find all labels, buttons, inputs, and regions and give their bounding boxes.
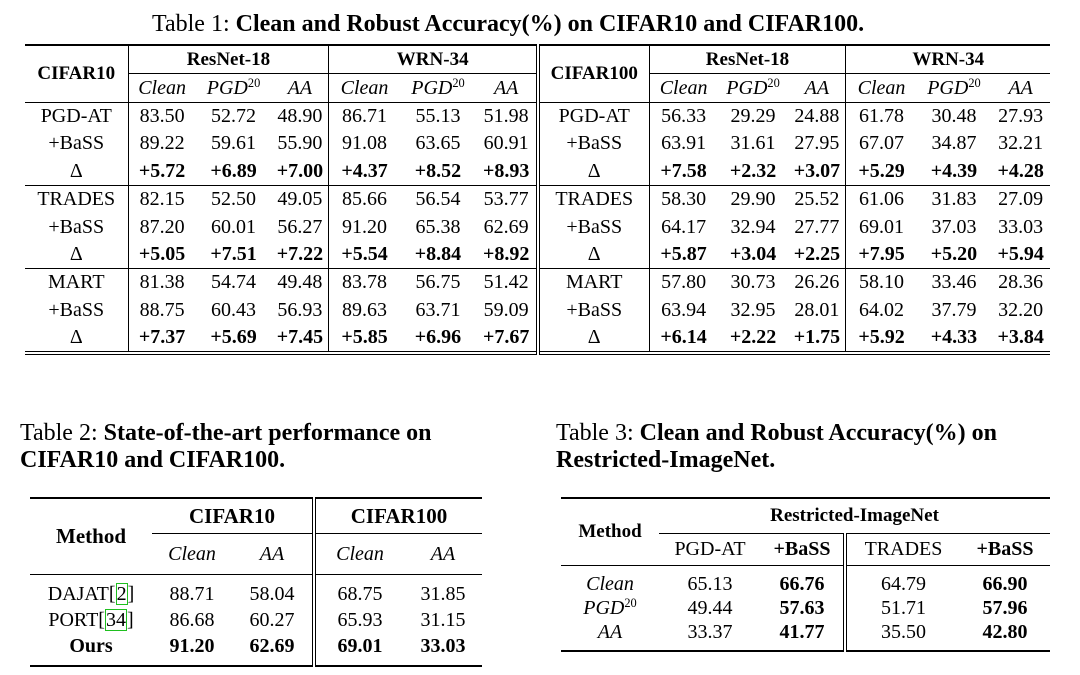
value-cell: 60.91 xyxy=(483,132,529,155)
value-cell: +2.22 xyxy=(729,326,777,349)
method-cell: +BaSS xyxy=(48,215,105,238)
value-cell: 34.87 xyxy=(931,132,977,155)
group-header: CIFAR10 xyxy=(152,498,314,534)
value-cell: 25.52 xyxy=(794,188,840,211)
method-cell: +BaSS xyxy=(48,298,105,321)
table-row xyxy=(30,607,482,633)
value-cell: +5.54 xyxy=(329,241,400,269)
value-cell: 58.04 xyxy=(249,582,295,605)
col-clean: Clean xyxy=(168,542,216,565)
group-header: WRN-34 xyxy=(846,45,1050,74)
value-cell: 69.01 xyxy=(846,213,917,240)
method-cell: Δ xyxy=(538,158,649,186)
method-name: Ours xyxy=(69,634,113,657)
value-cell: 64.17 xyxy=(649,213,718,240)
value-cell: +7.45 xyxy=(276,326,324,349)
value-cell: 49.44 xyxy=(687,596,733,619)
value-cell: 88.71 xyxy=(169,582,215,605)
method-cell: TRADES xyxy=(37,188,116,211)
value-cell: 51.42 xyxy=(483,271,529,294)
col-pgd: PGD xyxy=(726,76,768,99)
value-cell: +5.69 xyxy=(210,326,257,349)
value-cell: 63.71 xyxy=(415,298,461,321)
value-cell: 56.93 xyxy=(277,298,323,321)
group-header: Restricted-ImageNet xyxy=(659,498,1050,534)
value-cell: 60.01 xyxy=(211,215,257,238)
value-cell: 24.88 xyxy=(794,104,840,127)
value-cell: 57.63 xyxy=(779,596,825,619)
value-cell: 32.21 xyxy=(998,132,1044,155)
value-cell: +5.94 xyxy=(991,241,1050,269)
value-cell: 31.15 xyxy=(420,608,466,631)
value-cell: +4.33 xyxy=(930,326,978,349)
value-cell: +4.28 xyxy=(991,158,1050,186)
value-cell: 37.03 xyxy=(931,215,977,238)
metric-sup: 20 xyxy=(624,595,637,610)
value-cell: 83.50 xyxy=(128,102,196,130)
value-cell: 56.54 xyxy=(415,188,461,211)
col-aa: AA xyxy=(1008,76,1033,99)
value-cell: +5.87 xyxy=(649,241,718,269)
value-cell: 48.90 xyxy=(277,104,323,127)
value-cell: 27.93 xyxy=(998,104,1044,127)
value-cell: 35.50 xyxy=(845,620,960,651)
value-cell: +3.07 xyxy=(788,158,846,186)
value-cell: 57.96 xyxy=(982,596,1028,619)
value-cell: +7.37 xyxy=(128,324,196,353)
value-cell: 49.48 xyxy=(277,271,323,294)
col-aa: AA xyxy=(430,542,456,565)
value-cell: +7.58 xyxy=(649,158,718,186)
value-cell: 31.85 xyxy=(420,582,466,605)
value-cell: 65.13 xyxy=(687,572,733,595)
table1-group-header xyxy=(25,45,1050,74)
value-cell: 58.10 xyxy=(846,269,917,297)
method-name: DAJAT xyxy=(47,582,109,605)
table1-body xyxy=(25,102,1050,353)
value-cell: 33.37 xyxy=(687,620,733,643)
metric-cell xyxy=(561,566,659,597)
value-cell: 62.69 xyxy=(483,215,529,238)
col-bass: +BaSS xyxy=(761,534,845,566)
value-cell: 27.77 xyxy=(794,215,840,238)
table-row xyxy=(561,620,1050,651)
col-aa: AA xyxy=(493,76,519,99)
method-cell: Δ xyxy=(538,241,649,269)
value-cell: 51.98 xyxy=(483,104,529,127)
table-row xyxy=(25,102,1050,130)
method-header: Method xyxy=(561,498,659,566)
method-cell: PGD-AT xyxy=(538,102,649,130)
value-cell: 61.06 xyxy=(846,185,917,213)
value-cell: +3.04 xyxy=(718,241,789,269)
value-cell: 86.71 xyxy=(329,102,400,130)
table2-caption xyxy=(20,420,510,474)
value-cell: 32.20 xyxy=(998,298,1044,321)
value-cell: 32.94 xyxy=(730,215,776,238)
method-cell: +BaSS xyxy=(538,297,649,324)
table1-caption-label: Table 1: xyxy=(152,11,230,37)
value-cell: +5.72 xyxy=(128,158,196,186)
method-cell xyxy=(30,633,152,666)
table1-caption xyxy=(152,11,952,38)
value-cell: 42.80 xyxy=(982,620,1028,643)
value-cell: 60.27 xyxy=(249,608,295,631)
table2-caption-title-2: CIFAR10 and CIFAR100. xyxy=(20,447,286,473)
value-cell: 89.63 xyxy=(329,297,400,324)
method-cell: +BaSS xyxy=(538,130,649,157)
group-header: WRN-34 xyxy=(329,45,538,74)
table-row xyxy=(25,130,1050,157)
col-pgd: PGD xyxy=(206,76,248,99)
table-row xyxy=(25,324,1050,353)
method-header: Method xyxy=(30,498,152,575)
value-cell: 67.07 xyxy=(846,130,917,157)
group-header: CIFAR100 xyxy=(314,498,482,534)
value-cell: +5.20 xyxy=(917,241,992,269)
value-cell: 91.20 xyxy=(329,213,400,240)
value-cell: 58.30 xyxy=(649,185,718,213)
table-row xyxy=(25,185,1050,213)
col-pgd: PGD xyxy=(411,76,453,99)
value-cell: 89.22 xyxy=(128,130,196,157)
group-header: ResNet-18 xyxy=(128,45,329,74)
value-cell: +8.52 xyxy=(400,158,477,186)
value-cell: +4.37 xyxy=(329,158,400,186)
table-row xyxy=(25,297,1050,324)
table2-caption-title-1: State-of-the-art performance on xyxy=(103,420,432,446)
value-cell: 56.33 xyxy=(649,102,718,130)
value-cell: +2.25 xyxy=(788,241,846,269)
value-cell: 55.13 xyxy=(415,104,461,127)
value-cell: 29.29 xyxy=(730,104,776,127)
value-cell: 63.91 xyxy=(649,130,718,157)
table-row xyxy=(561,566,1050,597)
value-cell: 54.74 xyxy=(211,271,257,294)
value-cell: 68.75 xyxy=(314,575,404,608)
value-cell: 52.50 xyxy=(211,188,257,211)
value-cell: 29.90 xyxy=(730,188,776,211)
value-cell: 62.69 xyxy=(249,634,295,657)
col-clean: Clean xyxy=(857,76,906,99)
col-aa: AA xyxy=(287,76,313,99)
value-cell: 61.78 xyxy=(846,102,917,130)
method-cell: Δ xyxy=(538,324,649,353)
value-cell: 60.43 xyxy=(211,298,257,321)
table3-caption-title-2: Restricted-ImageNet. xyxy=(556,447,776,473)
col-clean: Clean xyxy=(336,542,384,565)
value-cell: 83.78 xyxy=(329,269,400,297)
metric-cell xyxy=(561,596,659,620)
value-cell: 66.90 xyxy=(982,572,1028,595)
value-cell: 64.79 xyxy=(845,566,960,597)
method-cell: Δ xyxy=(69,326,83,349)
value-cell: 88.75 xyxy=(128,297,196,324)
value-cell: 27.95 xyxy=(794,132,840,155)
value-cell: +4.39 xyxy=(917,158,992,186)
value-cell: 55.90 xyxy=(277,132,323,155)
value-cell: 31.61 xyxy=(730,132,776,155)
value-cell: 85.66 xyxy=(329,185,400,213)
col-clean: Clean xyxy=(659,76,708,99)
value-cell: 51.71 xyxy=(845,596,960,620)
value-cell: 37.79 xyxy=(931,298,977,321)
method-cell: TRADES xyxy=(538,185,649,213)
value-cell: 64.02 xyxy=(846,297,917,324)
value-cell: 69.01 xyxy=(314,633,404,666)
value-cell: 30.73 xyxy=(730,271,776,294)
table-row xyxy=(25,158,1050,186)
value-cell: +7.22 xyxy=(271,241,329,269)
value-cell: +8.92 xyxy=(476,241,538,269)
value-cell: 31.83 xyxy=(931,188,977,211)
method-cell: +BaSS xyxy=(48,132,105,155)
value-cell: +6.14 xyxy=(649,324,718,353)
value-cell: +3.84 xyxy=(997,326,1044,349)
value-cell: 28.01 xyxy=(794,298,840,321)
value-cell: +5.85 xyxy=(329,324,400,353)
table3-caption xyxy=(556,420,1056,474)
table2-body xyxy=(30,575,482,667)
value-cell: 30.48 xyxy=(931,104,977,127)
method-cell: MART xyxy=(47,271,105,294)
value-cell: 65.38 xyxy=(415,215,461,238)
metric-cell xyxy=(561,620,659,651)
table-row xyxy=(25,269,1050,297)
method-cell: DAJAT[2] xyxy=(47,582,135,605)
dataset-header: CIFAR10 xyxy=(25,45,128,102)
value-cell: 56.75 xyxy=(415,271,461,294)
value-cell: 33.46 xyxy=(931,271,977,294)
method-cell: Δ xyxy=(25,158,128,186)
value-cell: 33.03 xyxy=(998,215,1044,238)
value-cell: +7.00 xyxy=(271,158,329,186)
method-cell: Δ xyxy=(25,241,128,269)
metric-name: Clean xyxy=(586,572,634,595)
value-cell: 63.94 xyxy=(649,297,718,324)
table-row xyxy=(25,213,1050,240)
value-cell: +8.84 xyxy=(400,241,477,269)
value-cell: 33.03 xyxy=(420,634,466,657)
value-cell: 53.77 xyxy=(483,188,529,211)
value-cell: +6.96 xyxy=(414,326,462,349)
table2-caption-label: Table 2: xyxy=(20,420,98,446)
value-cell: 28.36 xyxy=(998,271,1044,294)
value-cell: 49.05 xyxy=(277,188,323,211)
table3 xyxy=(561,497,1050,652)
value-cell: +5.29 xyxy=(846,158,917,186)
method-cell: PORT[34] xyxy=(48,608,134,631)
value-cell: 59.61 xyxy=(211,132,257,155)
value-cell: 86.68 xyxy=(169,608,215,631)
table1 xyxy=(25,44,1050,355)
value-cell: 26.26 xyxy=(794,271,840,294)
table2 xyxy=(30,497,482,667)
table-row xyxy=(30,575,482,608)
value-cell: 59.09 xyxy=(483,298,529,321)
metric-name: AA xyxy=(597,620,623,643)
table1-caption-title: Clean and Robust Accuracy(%) on CIFAR10 and CIFAR100. xyxy=(235,11,865,37)
value-cell: +8.93 xyxy=(476,158,538,186)
col-aa: AA xyxy=(804,76,830,99)
value-cell: +2.32 xyxy=(718,158,789,186)
col-clean: Clean xyxy=(138,76,186,99)
value-cell: +7.95 xyxy=(846,241,917,269)
table3-caption-title-1: Clean and Robust Accuracy(%) on xyxy=(639,420,997,446)
value-cell: 91.20 xyxy=(169,634,215,657)
value-cell: +7.67 xyxy=(482,326,530,349)
value-cell: 82.15 xyxy=(128,185,196,213)
metric-name: PGD xyxy=(583,596,625,619)
value-cell: 27.09 xyxy=(998,188,1044,211)
method-cell: +BaSS xyxy=(538,213,649,240)
value-cell: 57.80 xyxy=(649,269,718,297)
group-header: ResNet-18 xyxy=(649,45,846,74)
col-bass: +BaSS xyxy=(960,534,1050,566)
table3-group-header xyxy=(561,498,1050,534)
col-clean: Clean xyxy=(340,76,389,99)
value-cell: +7.51 xyxy=(196,241,272,269)
table2-group-header xyxy=(30,498,482,534)
method-cell: PGD-AT xyxy=(40,104,112,127)
value-cell: 66.76 xyxy=(779,572,825,595)
value-cell: +5.05 xyxy=(128,241,196,269)
table-row xyxy=(30,633,482,666)
table3-caption-label: Table 3: xyxy=(556,420,634,446)
table-row xyxy=(25,241,1050,269)
value-cell: +6.89 xyxy=(196,158,272,186)
value-cell: 81.38 xyxy=(128,269,196,297)
value-cell: 65.93 xyxy=(314,607,404,633)
value-cell: 32.95 xyxy=(730,298,776,321)
method-name: PORT xyxy=(48,608,99,631)
method-cell: MART xyxy=(538,269,649,297)
value-cell: 91.08 xyxy=(329,130,400,157)
table-row xyxy=(561,596,1050,620)
col-aa: AA xyxy=(259,542,285,565)
citation-link[interactable]: 34 xyxy=(105,608,126,631)
value-cell: 87.20 xyxy=(128,213,196,240)
table1-sub-header: Clean PGD$^{20}$ AA Clean PGD$^{20}$ AA Clean PGD$^{20}$ AA Clean PGD$^{20}$ AA xyxy=(25,74,1050,102)
value-cell: 52.72 xyxy=(211,104,257,127)
col-pgd: PGD xyxy=(927,76,969,99)
value-cell: 56.27 xyxy=(277,215,323,238)
col-pgd-at: PGD-AT xyxy=(659,534,761,566)
value-cell: 41.77 xyxy=(779,620,825,643)
value-cell: 63.65 xyxy=(415,132,461,155)
value-cell: +5.92 xyxy=(846,324,917,353)
table3-body xyxy=(561,566,1050,652)
col-trades: TRADES xyxy=(845,534,960,566)
dataset-header: CIFAR100 xyxy=(538,45,649,102)
citation-link[interactable]: 2 xyxy=(116,582,127,605)
value-cell: +1.75 xyxy=(793,326,841,349)
